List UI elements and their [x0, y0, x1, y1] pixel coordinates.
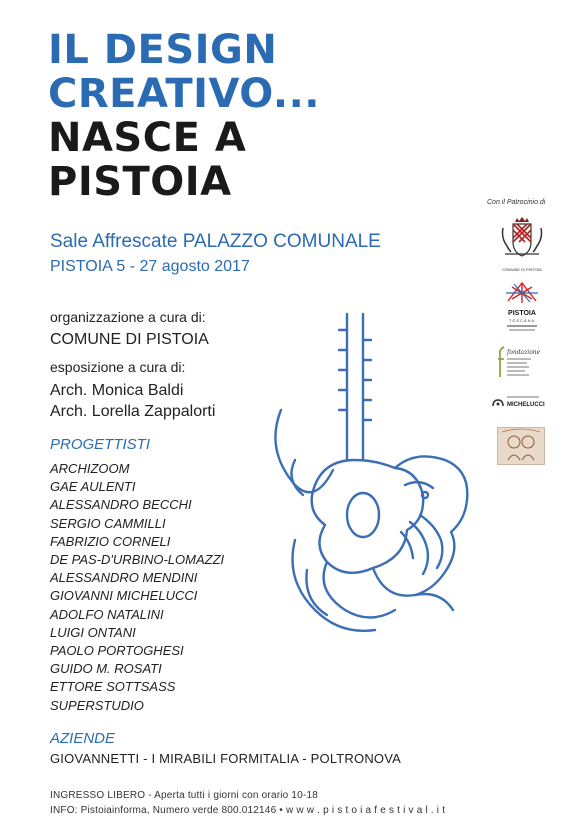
- list-item: ALESSANDRO MENDINI: [50, 570, 198, 586]
- illustrated-sponsor-logo: [497, 427, 545, 465]
- organization-name: COMUNE DI PISTOIA: [50, 331, 209, 348]
- list-item: ALESSANDRO BECCHI: [50, 497, 192, 513]
- designers-list: [50, 460, 224, 715]
- list-item: ARCHIZOOM: [50, 461, 130, 476]
- companies-heading: AZIENDE: [50, 730, 116, 747]
- headline-line-4: PISTOIA: [48, 159, 232, 205]
- list-item: GIOVANNI MICHELUCCI: [50, 588, 198, 604]
- footer-line-1: INGRESSO LIBERO - Aperta tutti i giorni con orario 10-18: [50, 790, 318, 801]
- michelucci-logo: [491, 396, 547, 410]
- companies-list: GIOVANNETTI - I MIRABILI FORMITALIA - POLTRONOVA: [50, 751, 402, 766]
- comune-caption: COMUNE DI PISTOIA: [502, 267, 542, 272]
- coat-of-arms-icon: [499, 216, 545, 260]
- curator-2: Arch. Lorella Zappalorti: [50, 403, 216, 420]
- exhibition-label: esposizione a cura di:: [50, 359, 186, 375]
- illustration-icon: [498, 428, 544, 464]
- guitar-face-illustration: [255, 310, 480, 645]
- list-item: FABRIZIO CORNELI: [50, 533, 171, 549]
- dates-text: PISTOIA 5 - 27 agosto 2017: [50, 258, 250, 275]
- headline-line-3: NASCE A: [48, 115, 247, 161]
- venue-text: Sale Affrescate PALAZZO COMUNALE: [50, 231, 381, 252]
- list-item: GUIDO M. ROSATI: [50, 661, 162, 677]
- organization-label: organizzazione a cura di:: [50, 309, 206, 325]
- headline-line-1: IL DESIGN: [48, 27, 278, 73]
- fondazione-text: fondazione: [507, 349, 541, 356]
- fondazione-mark-icon: [497, 345, 507, 379]
- list-item: PAOLO PORTOGHESI: [50, 643, 184, 659]
- pistoia-star-icon: [504, 281, 540, 305]
- list-item: GAE AULENTI: [50, 479, 136, 495]
- poster-headline: [48, 28, 320, 204]
- pistoia-logo-sub: TOSCANA: [508, 318, 536, 323]
- michelucci-text: MICHELUCCI: [507, 402, 545, 408]
- list-item: ETTORE SOTTSASS: [50, 679, 176, 695]
- list-item: SUPERSTUDIO: [50, 697, 144, 713]
- michelucci-mark-icon: [491, 398, 505, 408]
- designers-heading: PROGETTISTI: [50, 436, 151, 453]
- pistoia-capitale-logo: [497, 281, 547, 331]
- curator-1: Arch. Monica Baldi: [50, 382, 184, 399]
- pistoia-logo-text: PISTOIA: [508, 310, 536, 317]
- list-item: ADOLFO NATALINI: [50, 606, 164, 622]
- list-item: SERGIO CAMMILLI: [50, 515, 166, 531]
- list-item: LUIGI ONTANI: [50, 624, 136, 640]
- list-item: DE PAS-D'URBINO-LOMAZZI: [50, 552, 225, 568]
- comune-pistoia-logo: [497, 216, 547, 272]
- sponsors-heading: Con il Patrocinio di: [487, 199, 546, 206]
- headline-line-2: CREATIVO...: [48, 71, 320, 117]
- footer-line-2: INFO: Pistoiainforma, Numero verde 800.012146 • w w w . p i s t o i a f e s t i v a l . i t: [50, 805, 446, 816]
